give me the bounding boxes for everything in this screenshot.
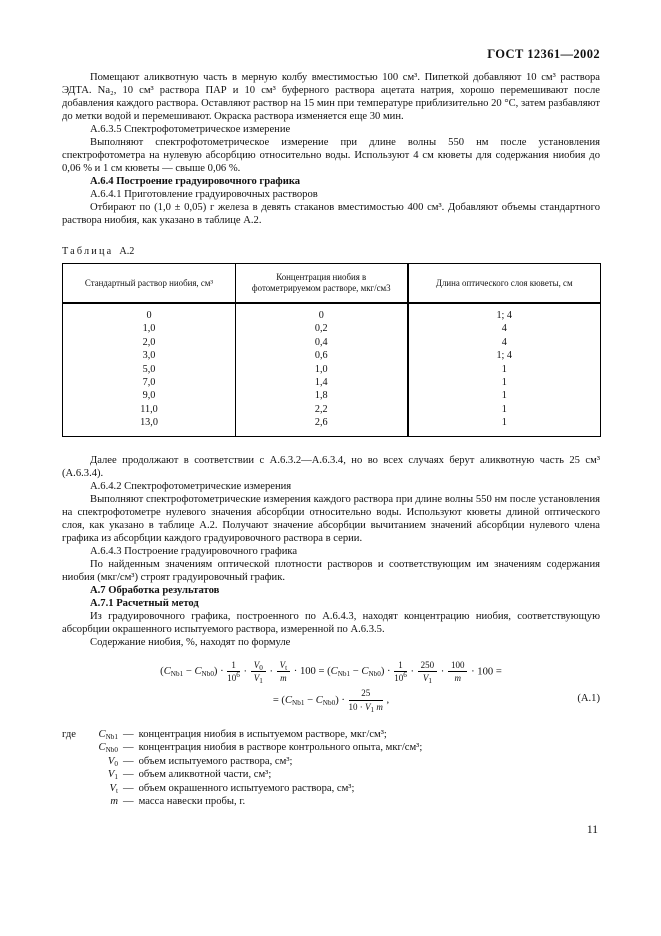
section-heading: А.6.3.5 Спектрофотометрическое измерение — [90, 124, 291, 135]
table-cell: 3,0 — [63, 349, 236, 362]
table-cell: 1,0 — [63, 322, 236, 335]
table-cell: 1 — [501, 403, 507, 415]
definition-row — [62, 795, 600, 808]
table-cell: 13,0 — [63, 416, 236, 436]
table-caption-ref: А.2 — [119, 246, 135, 257]
table-cell: 7,0 — [63, 376, 236, 389]
section-heading: А.6.4 Построение градуировочного графика — [90, 176, 301, 187]
formula-text: · — [407, 665, 417, 677]
definition-term: $V_0$ — [107, 755, 118, 768]
fraction-denominator: m — [280, 673, 287, 683]
table-cell: 2,2 — [236, 403, 408, 416]
definition-term: $C_{Nb1}$ — [98, 729, 118, 742]
section-heading: А.6.4.3 Построение градуировочного графика — [90, 545, 298, 557]
formula-text: · — [240, 665, 250, 677]
definition-dash: — — [123, 742, 134, 754]
fraction — [448, 660, 468, 684]
fraction-numerator: 250 — [418, 660, 438, 672]
formula-line-2 — [62, 688, 600, 712]
section-heading: А.7.1 Расчетный метод — [90, 597, 199, 609]
table-row — [63, 303, 601, 322]
variable-definitions — [62, 728, 600, 808]
definition-term: m — [110, 796, 118, 808]
table-cell: 0 — [236, 303, 408, 322]
fraction-denominator: $10^6$ — [394, 671, 407, 683]
table-cell: 0 — [63, 303, 236, 322]
definition-text: объем испытуемого раствора, см³; — [138, 755, 293, 767]
definition-dash: — — [123, 782, 134, 794]
section-heading: А.6.4.1 Приготовление градуировочных растворов — [90, 189, 318, 200]
table-cell: 1; 4 — [496, 350, 513, 362]
paragraph: Выполняют спектрофотометрическое измерение при длине волны 550 нм после установления спектрофотометра на нулевую абсорбцию относительно воды. Используют 4 см кюветы для содержания ниобия до 0,06 % и 1 см кюветы — свыше 0,06 %. — [62, 137, 600, 174]
table-cell: 1,8 — [236, 389, 408, 402]
definition-text: объем окрашенного испытуемого раствора, см³; — [138, 782, 355, 794]
fraction-numerator: $V_t$ — [277, 660, 291, 672]
paragraph: Из градуировочного графика, построенного по А.6.4.3, находят концентрацию ниобия, соответствующую абсорбции окрашенного испытуемого раствора, измеренной по А.6.3.5. — [62, 610, 600, 635]
table-cell: 1,4 — [236, 376, 408, 389]
fraction-denominator: m — [454, 673, 461, 683]
table-cell: 5,0 — [63, 363, 236, 376]
table-cell: 9,0 — [63, 389, 236, 402]
table-cell: 1 — [501, 417, 507, 429]
section-heading: А.6.4.2 Спектрофотометрические измерения — [90, 480, 292, 492]
standard-number-header: ГОСТ 12361—2002 — [487, 47, 600, 61]
table-row — [63, 322, 601, 335]
formula-text: $(C_{Nb1} - C_{Nb0})$ · — [160, 665, 227, 678]
table-cell: 1 — [501, 390, 507, 402]
section-heading: А.7 Обработка результатов — [90, 584, 220, 596]
formula-number-label: (А.1) — [577, 693, 600, 705]
table-row — [63, 363, 601, 376]
formula-text: · $100 = (C_{Nb1} - C_{Nb0})$ · — [291, 665, 394, 678]
formula-text: , — [383, 694, 390, 706]
section-before-table — [62, 71, 600, 227]
definition-dash: — — [123, 729, 134, 741]
table-caption — [62, 246, 600, 257]
fraction-denominator: $10 \cdot V_1$ m — [348, 701, 383, 714]
table-row — [63, 389, 601, 402]
fraction-denominator: $10^6$ — [227, 671, 240, 683]
fraction-numerator: $V_0$ — [251, 660, 266, 672]
fraction-numerator: 1 — [394, 660, 407, 672]
paragraph: Содержание ниобия, %, находят по формуле — [90, 636, 291, 648]
table-cell: 0,2 — [236, 322, 408, 335]
formula-text: · — [266, 665, 276, 677]
fraction — [418, 660, 438, 684]
table-cell: 0,4 — [236, 336, 408, 349]
table-cell: 2,6 — [236, 416, 408, 436]
table-row — [63, 376, 601, 389]
definition-row — [62, 782, 600, 795]
definition-dash: — — [123, 769, 134, 781]
table-cell: 2,0 — [63, 336, 236, 349]
table-cell: 1; 4 — [496, 310, 513, 321]
section-after-table — [62, 454, 600, 649]
table-header-row — [63, 264, 601, 304]
fraction — [227, 660, 240, 684]
formula-line-1 — [62, 660, 600, 684]
fraction — [277, 660, 291, 684]
fraction — [349, 688, 383, 712]
definition-term: $C_{Nb0}$ — [98, 742, 118, 755]
definition-lead: где — [62, 729, 76, 741]
table-header-cell: Длина оптического слоя кюветы, см — [408, 264, 601, 304]
table-row — [63, 416, 601, 436]
definition-text: концентрация ниобия в растворе контрольного опыта, мкг/см³; — [138, 742, 423, 754]
definition-row — [62, 741, 600, 754]
paragraph: Отбирают по (1,0 ± 0,05) г железа в девять стаканов вместимостью 400 см³. Добавляют объемы стандартного раствора ниобия, как указано в таблице А.2. — [62, 202, 600, 226]
table-header-cell: Стандартный раствор ниобия, см³ — [63, 264, 236, 304]
table-row — [63, 336, 601, 349]
paragraph: Выполняют спектрофотометрические измерения каждого раствора при длине волны 550 нм после установления на спектрофотометре нулевого значения абсорбции относительно воды. Используют кюветы длиной оптического слоя, как указано в таблице А.2. Получают значение абсорбции вычитанием значений абсорбции нулевого члена графика из абсорбции каждого градуировочного раствора в серии. — [62, 493, 600, 544]
definition-term: $V_t$ — [109, 782, 118, 795]
table-cell: 4 — [501, 323, 507, 335]
paragraph: Помещают аликвотную часть в мерную колбу вместимостью 100 см³. Пипеткой добавляют 10 см³ раствора ЭДТА. Na₂, 10 см³ раствора ПАР и 10 см³ буферного раствора ацетата натрия, хорошо перемешивают после добавления каждого раствора. Оставляют раствор на 15 мин при температуре приблизительно 20 °С, затем разбавляют до метки водой и перемешивают. Окраска раствора изменяется еще 30 мин. — [62, 72, 600, 122]
page-content — [62, 71, 600, 808]
table-caption-word: Таблица — [62, 246, 114, 257]
definition-dash: — — [123, 755, 134, 767]
definition-term: $V_1$ — [107, 769, 118, 782]
paragraph: Далее продолжают в соответствии с А.6.3.2—А.6.3.4, но во всех случаях берут аликвотную часть 25 см³ (А.6.3.4). — [62, 454, 600, 479]
fraction-numerator: 100 — [448, 660, 468, 672]
table-cell: 1 — [501, 377, 507, 389]
table-row — [63, 349, 601, 362]
table-header-cell: Концентрация ниобия в фотометрируемом растворе, мкг/см3 — [236, 264, 408, 304]
definition-dash: — — [123, 796, 134, 808]
table-cell: 11,0 — [63, 403, 236, 416]
definition-text: объем аликвотной части, см³; — [138, 769, 272, 781]
calibration-solutions-table — [62, 263, 601, 437]
definition-row — [62, 728, 600, 741]
table-cell: 4 — [501, 336, 507, 348]
table-row — [63, 403, 601, 416]
definition-row — [62, 755, 600, 768]
fraction-numerator: 1 — [227, 660, 240, 672]
fraction-numerator: 25 — [349, 688, 383, 700]
formula-text: · — [438, 665, 447, 677]
formula — [62, 660, 600, 712]
definition-text: концентрация ниобия в испытуемом растворе, мкг/см³; — [138, 729, 387, 741]
paragraph: По найденным значениям оптической плотности растворов и соответствующим им значениям содержания ниобия (мкг/см³) строят градуировочный график. — [62, 558, 600, 583]
fraction-denominator: $V_1$ — [253, 673, 263, 685]
table-cell: 1 — [501, 363, 507, 375]
table-cell: 1,0 — [236, 363, 408, 376]
fraction — [251, 660, 266, 684]
definition-row — [62, 768, 600, 781]
page-number: 11 — [586, 824, 598, 836]
definition-text: масса навески пробы, г. — [138, 796, 246, 808]
fraction-denominator: $V_1$ — [422, 673, 432, 685]
fraction — [394, 660, 407, 684]
formula-text: · 100 = — [468, 665, 502, 677]
formula-text: = $(C_{Nb1} - C_{Nb0})$ · — [272, 694, 348, 707]
table-cell: 0,6 — [236, 349, 408, 362]
